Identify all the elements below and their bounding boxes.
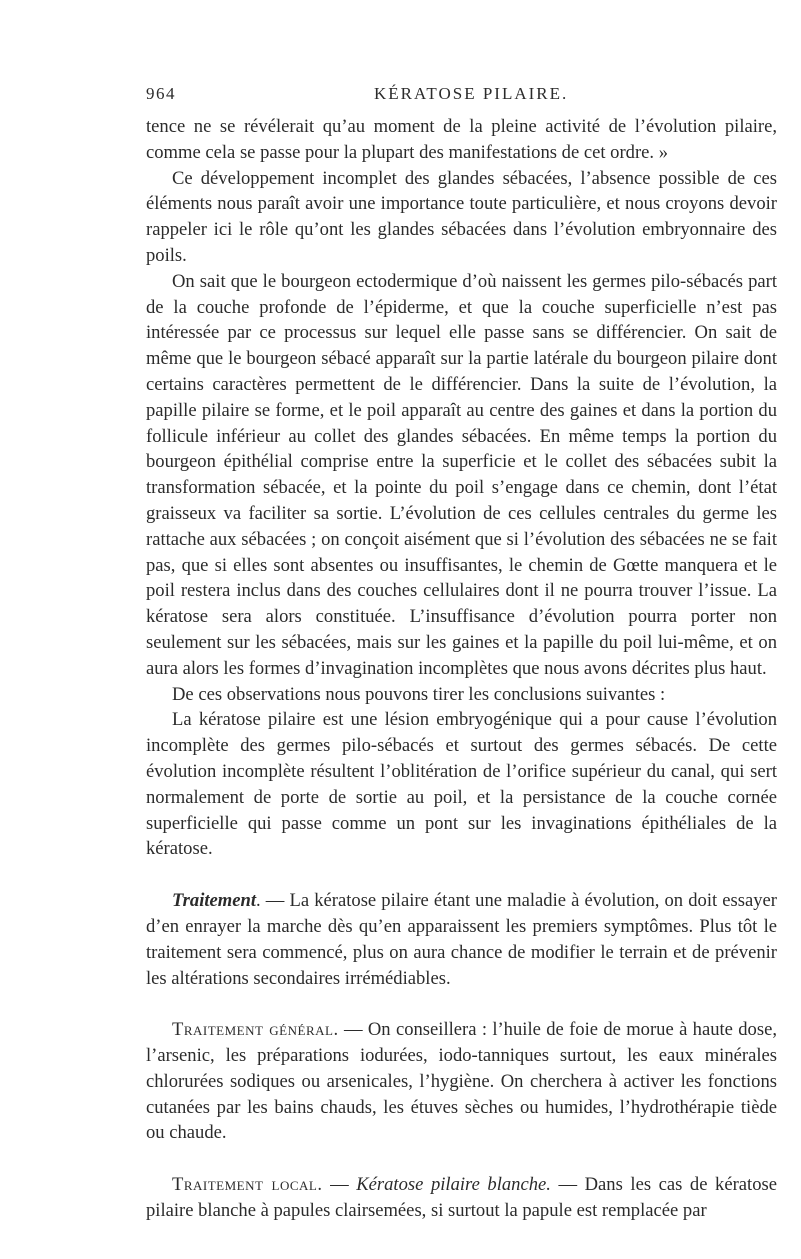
separator-dash: — [322,1174,357,1196]
paragraph-conclusion: La kératose pilaire est une lésion embryogénique qui a pour cause l’évolution incomplète des germes pilo-sébacés et surtout des germes sébacés. De cette évolution incomplète résultent l’oblitération de l’orifice supérieur du canal, qui sert normalement de porte de sortie au poil, et la persistance de la couche cornée superficielle qui passe comme un pont sur les invaginations épithéliales de la kératose. [146,709,777,860]
paragraph-traitement-local [146,1172,777,1224]
paragraph-ectodermic-bud: On sait que le bourgeon ectodermique d’où naissent les germes pilo-sébacés part de la couche profonde de l’épiderme, et que la couche superficielle n’est pas intéressée par ce processus sur lequel elle passe sans se différencier. On sait de même que le bourgeon sébacé apparaît sur la partie latérale du bourgeon pilaire dont certains caractères permettent de le différencier. Dans la suite de l’évolution, la papille pilaire se forme, et le poil apparaît au centre des gaines et dans la portion du follicule inférieur au collet des glandes sébacées. En même temps la portion du bourgeon épithélial comprise entre la superficie et le collet des sébacées subit la transformation sébacée, et la pointe du poil s’engage dans ce chemin, dont l’état graisseux va faciliter sa sortie. L’évolution de ces cellules centrales du germe les rattache aux sébacées ; on conçoit aisément que si l’évolution des sébacées ne se fait pas, que si elles sont absentes ou insuffisantes, le chemin de Gœtte manquera et le poil restera inclus dans des couches cellulaires dont il ne pourra trouver l’issue. La kératose sera alors constituée. L’insuffisance d’évolution pourra porter non seulement sur les sébacées, mais sur les gaines et la papille du poil lui-même, et on aura alors les formes d’invagination incomplètes que nous avons décrites plus haut. [146,270,777,679]
heading-traitement-general: Traitement général. [172,1019,339,1041]
traitement-text: . — La kératose pilaire étant une maladie à évolution, on doit essayer d’en enrayer la marche dès qu’en apparaissent les premiers symptômes. Plus tôt le traitement sera commencé, plus on aura chance de modifier le terrain et de prévenir les altérations secondaires irrémédiables. [146,890,777,989]
traitement-general-text: — On conseillera : l’huile de foie de morue à haute dose, l’arsenic, les préparations iodurées, iodo-tanniques surtout, les eaux minérales chlorurées sodiques ou arsenicales, l’hygiène. On cherchera à activer les fonctions cutanées par les bains chauds, les étuves sèches ou humides, l’hydrothérapie tiède ou chaude. [146,1019,777,1144]
paragraph-continuation: tence ne se révélerait qu’au moment de la pleine activité de l’évolution pilaire, comme cela se passe pour la plupart des manifestations de cet ordre. » [146,116,777,163]
paragraph-conclusions-intro: De ces observations nous pouvons tirer les conclusions suivantes : [172,683,666,705]
paragraph-traitement [146,888,777,991]
heading-traitement: Traitement [172,890,257,912]
paragraph-traitement-general [146,1017,777,1146]
running-head [146,84,776,108]
running-title: KÉRATOSE PILAIRE. [374,84,569,103]
page-number: 964 [146,84,176,103]
heading-traitement-local: Traitement local. [172,1174,323,1196]
traitement-local-text: — Dans les cas de kératose pilaire blanche à papules clairsemées, si surtout la papule est remplacée par [146,1174,777,1222]
subheading-keratose-blanche: Kératose pilaire blanche. [356,1174,551,1196]
body-text [146,114,777,1224]
paragraph-sebaceous-development: Ce développement incomplet des glandes sébacées, l’absence possible de ces éléments nous paraît avoir une importance toute particulière, et nous croyons devoir rappeler ici le rôle qu’ont les glandes sébacées dans l’évolution embryonnaire des poils. [146,167,777,266]
